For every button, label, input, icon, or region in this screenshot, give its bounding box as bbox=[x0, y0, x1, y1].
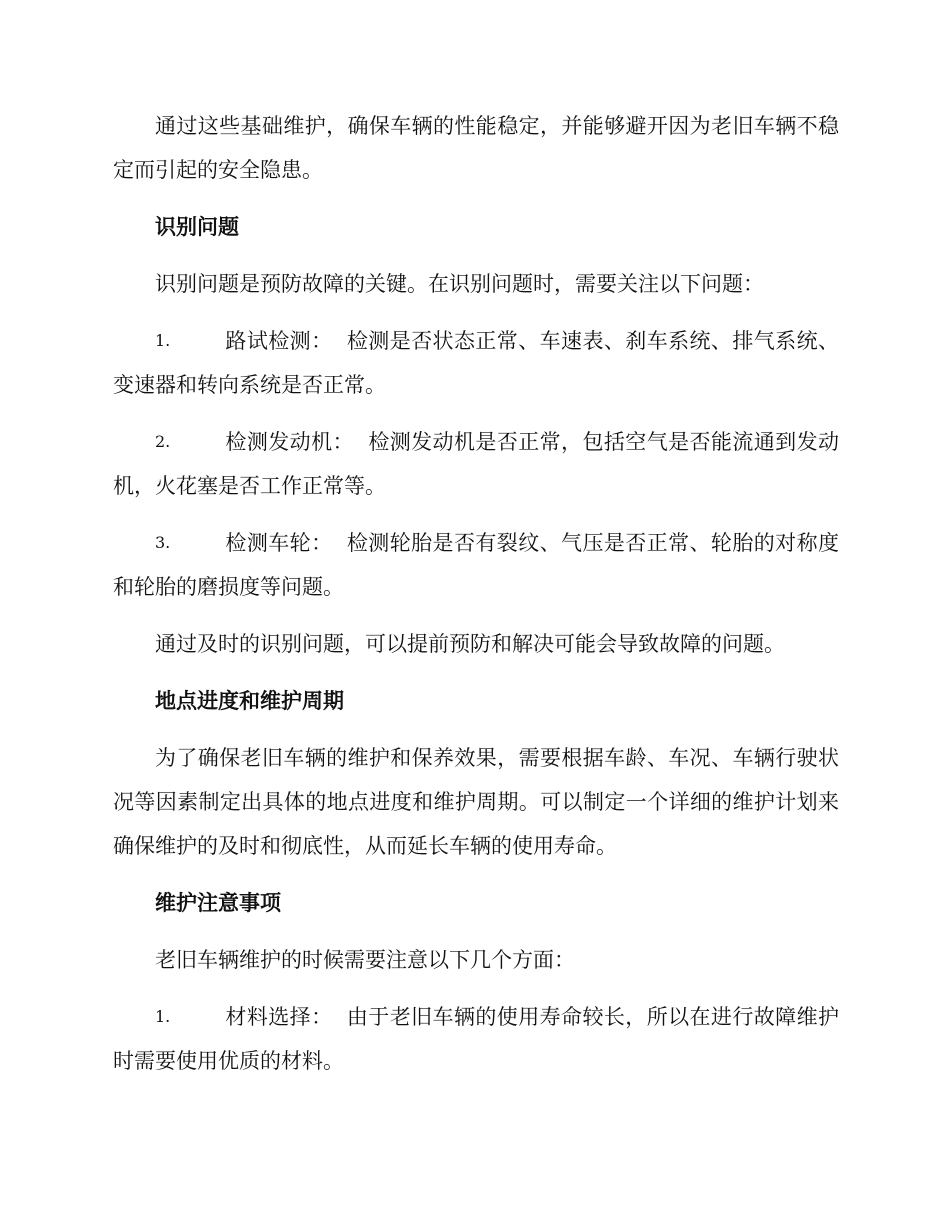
heading-identify-problems: 识别问题 bbox=[155, 214, 239, 239]
identify-list-item-1 bbox=[113, 319, 839, 407]
list-number: 1. bbox=[155, 331, 171, 350]
intro-paragraph: 通过这些基础维护，确保车辆的性能稳定，并能够避开因为老旧车辆不稳定而引起的安全隐患。 bbox=[113, 114, 839, 182]
list-item-text: 检测轮胎是否有裂纹、气压是否正常、轮胎的对称度和轮胎的磨损度等问题。 bbox=[113, 531, 839, 599]
list-item-text: 由于老旧车辆的使用寿命较长，所以在进行故障维护时需要使用优质的材料。 bbox=[113, 1005, 839, 1073]
heading-schedule: 地点进度和维护周期 bbox=[155, 688, 344, 713]
schedule-paragraph: 为了确保老旧车辆的维护和保养效果，需要根据车龄、车况、车辆行驶状况等因素制定出具体的地点进度和维护周期。可以制定一个详细的维护计划来确保维护的及时和彻底性，从而延长车辆的使用寿命。 bbox=[113, 746, 839, 858]
heading-maintenance-notes: 维护注意事项 bbox=[155, 890, 281, 915]
list-item-title: 路试检测： bbox=[225, 329, 333, 353]
notes-list-item-1 bbox=[113, 995, 839, 1083]
list-number: 1. bbox=[155, 1007, 171, 1026]
list-item-title: 检测发动机： bbox=[225, 430, 354, 454]
identify-intro-paragraph: 识别问题是预防故障的关键。在识别问题时，需要关注以下问题： bbox=[155, 272, 764, 296]
identify-list-item-2 bbox=[113, 420, 839, 508]
list-item-title: 材料选择： bbox=[225, 1005, 333, 1029]
document-page bbox=[113, 104, 839, 1096]
notes-intro-paragraph: 老旧车辆维护的时候需要注意以下几个方面： bbox=[155, 948, 575, 972]
list-item-text: 检测发动机是否正常，包括空气是否能流通到发动机，火花塞是否工作正常等。 bbox=[113, 430, 840, 498]
list-item-title: 检测车轮： bbox=[225, 531, 333, 555]
identify-conclusion-paragraph: 通过及时的识别问题，可以提前预防和解决可能会导致故障的问题。 bbox=[155, 632, 785, 656]
list-item-text: 检测是否状态正常、车速表、刹车系统、排气系统、变速器和转向系统是否正常。 bbox=[113, 329, 839, 397]
list-number: 2. bbox=[155, 432, 171, 451]
list-number: 3. bbox=[155, 533, 171, 552]
identify-list-item-3 bbox=[113, 521, 839, 609]
